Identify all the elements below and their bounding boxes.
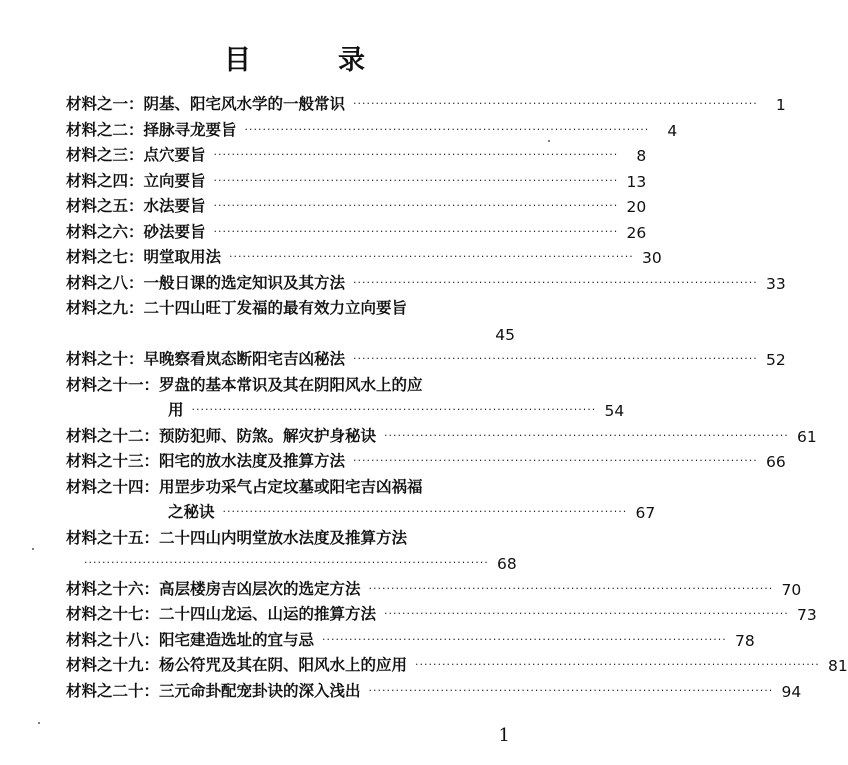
toc-entry-18 [66, 626, 755, 650]
toc-entry-title: 水法要旨 [143, 197, 206, 215]
toc-entry-title: 杨公符咒及其在阴、阳风水上的应用 [159, 656, 408, 674]
page-title: 目 录 [224, 45, 395, 76]
toc-entry-label: 材料之十六： [66, 579, 160, 598]
toc-entry-label: 材料之十： [66, 350, 144, 368]
toc-entry-label: 材料之七： [66, 248, 144, 266]
toc-entry-label: 材料之十八： [66, 630, 160, 649]
dot-leader: ·························································································· [213, 173, 619, 187]
toc-entry-title: 罗盘的基本常识及其在阴阳风水上的应 [159, 375, 423, 394]
dot-leader: ·························································································· [322, 632, 727, 646]
dot-leader: ·························································································· [213, 199, 619, 212]
toc-entry-page: 30 [642, 249, 662, 267]
toc-entry-title: 立向要旨 [143, 171, 206, 190]
toc-entry-2 [66, 116, 678, 140]
dot-leader: ·························································································· [353, 275, 758, 289]
toc-entry-page: 45 [495, 325, 515, 344]
toc-entry-page: 1 [775, 96, 786, 114]
dot-leader: ·························································································· [222, 505, 628, 518]
dot-leader: ·························································································· [244, 122, 650, 136]
toc-entry-label: 材料之十四： [66, 477, 160, 496]
toc-entry-label: 材料之一： [66, 95, 144, 113]
toc-entry-title: 高层楼房吉凶层次的选定方法 [159, 579, 361, 598]
toc-entry-3 [66, 141, 647, 165]
toc-entry-label: 材料之五： [66, 197, 144, 215]
toc-entry-title: 砂法要旨 [143, 222, 206, 241]
toc-entry-11 [66, 371, 515, 395]
toc-entry-title: 早晚察看岚态断阳宅吉凶秘法 [143, 350, 346, 368]
toc-entry-page: 67 [635, 504, 656, 522]
toc-entry-title-continuation: 用 [168, 401, 184, 419]
toc-entry-7 [66, 243, 662, 267]
toc-entry-title: 一般日课的选定知识及其方法 [143, 273, 346, 292]
toc-entry-9 [66, 294, 515, 318]
toc-entry-20 [66, 677, 802, 701]
toc-entry-page: 54 [604, 402, 625, 420]
toc-entry-page: 61 [797, 427, 817, 446]
toc-entry-title: 二十四山龙运、山运的推算方法 [159, 605, 377, 623]
toc-entry-page: 20 [626, 198, 647, 216]
toc-entry-page: 94 [781, 682, 802, 701]
dot-leader: ·························································································· [191, 403, 597, 416]
toc-entry-14 [66, 473, 515, 497]
toc-entry-title-continuation: 之秘诀 [168, 503, 215, 521]
toc-entry-page: 70 [781, 580, 802, 599]
toc-entry-page: 4 [667, 121, 678, 140]
toc-entry-label: 材料之十一： [66, 375, 160, 394]
toc-entry-title: 预防犯师、防煞。解灾护身秘诀 [159, 426, 377, 445]
toc-entry-page: 81 [828, 657, 848, 675]
toc-entry-title: 择脉寻龙要旨 [143, 120, 237, 139]
toc-entry-11-continuation [168, 396, 625, 420]
toc-entry-title: 二十四山内明堂放水法度及推算方法 [159, 528, 408, 547]
toc-entry-label: 材料之二十： [66, 681, 160, 700]
toc-entry-title: 明堂取用法 [143, 248, 222, 266]
toc-entry-label: 材料之六： [66, 222, 144, 241]
toc-entry-10 [66, 345, 786, 369]
dot-leader: ·························································································· [415, 658, 820, 671]
toc-entry-17 [66, 600, 817, 624]
toc-entry-label: 材料之十二： [66, 426, 160, 445]
toc-entry-14-continuation [168, 498, 656, 522]
toc-entry-15-continuation [84, 549, 515, 573]
scan-speck [32, 548, 34, 550]
toc-entry-16 [66, 575, 802, 599]
page-number: 1 [498, 725, 510, 746]
toc-entry-page: 26 [626, 223, 647, 242]
toc-entry-label: 材料之十七： [66, 605, 160, 623]
toc-entry-title: 阳宅建造选址的宜与忌 [159, 630, 315, 649]
toc-entry-page: 68 [496, 555, 517, 573]
toc-entry-label: 材料之四： [66, 171, 144, 190]
toc-entry-1 [66, 90, 786, 114]
toc-entry-12 [66, 422, 817, 446]
dot-leader: ·························································································· [353, 97, 758, 110]
toc-entry-label: 材料之八： [66, 273, 144, 292]
dot-leader: ·························································································· [384, 607, 789, 620]
toc-entry-label: 材料之十九： [66, 656, 160, 674]
dot-leader: ·························································································· [368, 683, 774, 697]
toc-entry-19 [66, 651, 848, 675]
dot-leader: ·························································································· [353, 352, 758, 365]
toc-entry-page: 8 [636, 147, 647, 165]
toc-entry-title: 三元命卦配宠卦诀的深入浅出 [159, 681, 361, 700]
toc-entry-5 [66, 192, 647, 216]
toc-entry-page: 78 [735, 631, 755, 650]
toc-entry-13 [66, 447, 786, 471]
toc-entry-8 [66, 269, 786, 293]
toc-entry-9-continuation [84, 320, 515, 344]
toc-entry-label: 材料之九： [66, 299, 144, 317]
dot-leader: ·························································································· [368, 581, 774, 595]
dot-leader: ·························································································· [229, 250, 634, 263]
toc-entry-label: 材料之十三： [66, 452, 160, 470]
toc-entry-title: 阴基、阳宅风水学的一般常识 [143, 95, 346, 113]
scan-speck [38, 722, 40, 724]
dot-leader: ·························································································· [384, 428, 789, 442]
dot-leader: ·························································································· [213, 224, 619, 238]
dot-leader: ·························································································· [213, 148, 619, 161]
dot-leader: ·························································································· [84, 556, 489, 569]
toc-entry-page: 33 [766, 274, 786, 293]
toc-entry-label: 材料之十五： [66, 528, 160, 547]
toc-entry-title: 用罡步功采气占定坟墓或阳宅吉凶祸福 [159, 477, 423, 496]
toc-entry-title: 点穴要旨 [143, 146, 206, 164]
toc-entry-title: 阳宅的放水法度及推算方法 [159, 452, 346, 470]
toc-entry-label: 材料之三： [66, 146, 144, 164]
toc-entry-page: 13 [626, 172, 647, 191]
toc-entry-label: 材料之二： [66, 120, 144, 139]
toc-entry-15 [66, 524, 515, 548]
dot-leader: ·························································································· [353, 454, 758, 467]
toc-entry-title: 二十四山旺丁发福的最有效力立向要旨 [143, 299, 408, 317]
toc-entry-6 [66, 218, 647, 242]
toc-entry-4 [66, 167, 647, 191]
toc-entry-page: 73 [797, 606, 817, 624]
toc-entry-page: 52 [766, 351, 786, 369]
scan-speck [548, 140, 550, 142]
toc-entry-page: 66 [766, 453, 786, 471]
